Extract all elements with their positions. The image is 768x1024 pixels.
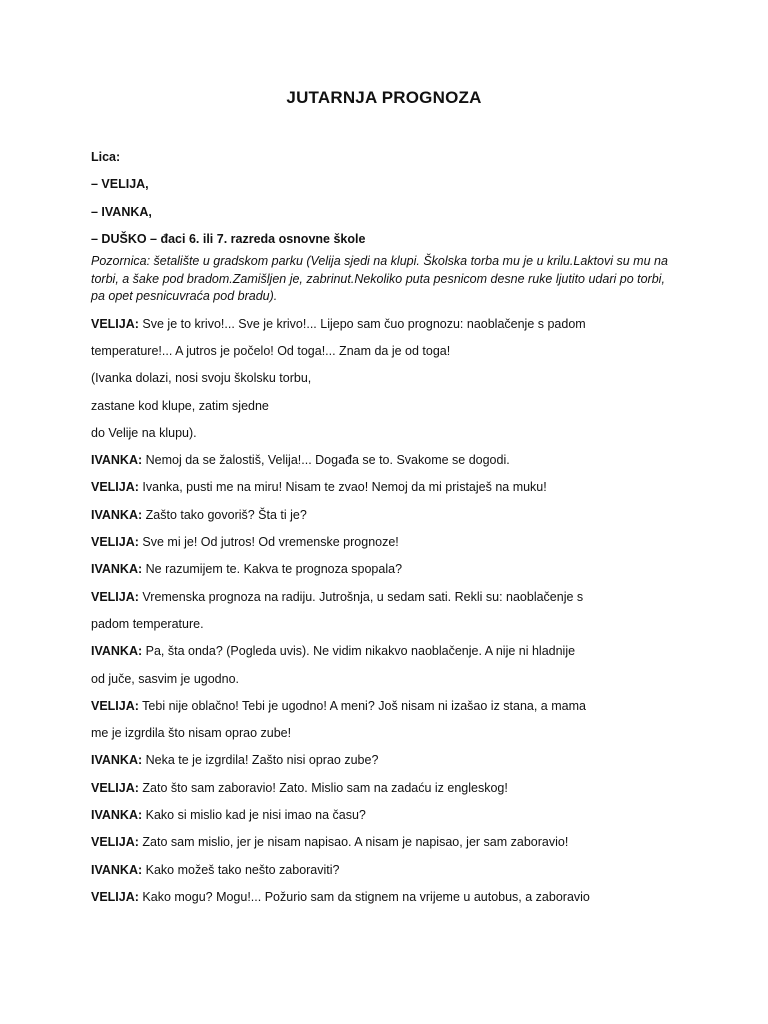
speaker-name: VELIJA: xyxy=(91,535,139,550)
dialogue-line xyxy=(91,805,691,832)
speaker-name: IVANKA: xyxy=(91,753,143,768)
dialogue-text: Ne razumijem te. Kakva te prognoza spopala? xyxy=(142,562,403,577)
dialogue-line xyxy=(91,477,691,504)
dialogue-text: Kako si mislio kad je nisi imao na času? xyxy=(142,808,366,823)
dialogue-line xyxy=(91,341,691,368)
dialogue-text: od juče, sasvim je ugodno. xyxy=(91,671,240,686)
cast-item: – IVANKA, xyxy=(91,204,152,219)
speaker-name: VELIJA: xyxy=(91,589,139,604)
stage-direction: Pozornica: šetalište u gradskom parku (Velija sjedi na klupi. Školska torba mu je u krilu.Laktovi su mu na torbi, a šake pod bradom.Zamišljen je, zabrinut.Nekoliko puta pesnicom desne ruke ljutito udari po torbi, pa opet pesnicuvraća pod bradu). xyxy=(91,254,668,304)
speaker-name: VELIJA: xyxy=(91,780,139,795)
document-title: JUTARNJA PROGNOZA xyxy=(286,88,482,107)
speaker-name: IVANKA: xyxy=(91,562,143,577)
dialogue-text: (Ivanka dolazi, nosi svoju školsku torbu, xyxy=(91,371,312,386)
speaker-name: IVANKA: xyxy=(91,808,143,823)
speaker-name: IVANKA: xyxy=(91,644,143,659)
dialogue-line xyxy=(91,641,691,668)
cast-heading: Lica: xyxy=(91,150,121,164)
dialogue-line xyxy=(91,559,691,586)
dialogue-line xyxy=(91,532,691,559)
dialogue-line xyxy=(91,614,691,641)
dialogue-line xyxy=(91,396,691,423)
dialogue-line xyxy=(91,696,691,723)
dialogue-text: temperature!... A jutros je počelo! Od toga!... Znam da je od toga! xyxy=(91,343,451,358)
dialogue-text: me je izgrdila što nisam oprao zube! xyxy=(91,726,292,741)
dialogue-text: do Velije na klupu). xyxy=(91,425,197,440)
dialogue-text: Pa, šta onda? (Pogleda uvis). Ne vidim nikakvo naoblačenje. A nije ni hladnije xyxy=(142,644,576,659)
speaker-name: VELIJA: xyxy=(91,480,139,495)
speaker-name: VELIJA: xyxy=(91,316,139,331)
dialogue xyxy=(91,314,691,915)
dialogue-line xyxy=(91,314,691,341)
dialogue-text: padom temperature. xyxy=(91,616,204,631)
dialogue-line xyxy=(91,723,691,750)
dialogue-line xyxy=(91,423,691,450)
dialogue-text: zastane kod klupe, zatim sjedne xyxy=(91,398,269,413)
dialogue-line xyxy=(91,669,691,696)
dialogue-text: Neka te je izgrdila! Zašto nisi oprao zube? xyxy=(142,753,379,768)
dialogue-text: Ivanka, pusti me na miru! Nisam te zvao! Nemoj da mi pristaješ na muku! xyxy=(138,480,547,495)
dialogue-text: Nemoj da se žalostiš, Velija!... Događa se to. Svakome se dogodi. xyxy=(142,453,510,468)
dialogue-text: Kako možeš tako nešto zaboraviti? xyxy=(142,862,340,877)
speaker-name: IVANKA: xyxy=(91,507,143,522)
dialogue-line xyxy=(91,778,691,805)
speaker-name: VELIJA: xyxy=(91,698,139,713)
speaker-name: IVANKA: xyxy=(91,453,143,468)
dialogue-text: Vremenska prognoza na radiju. Jutrošnja, u sedam sati. Rekli su: naoblačenje s xyxy=(138,589,584,604)
cast-item: – DUŠKO – đaci 6. ili 7. razreda osnovne škole xyxy=(91,231,366,246)
dialogue-text: Zašto tako govoriš? Šta ti je? xyxy=(142,507,307,522)
speaker-name: IVANKA: xyxy=(91,862,143,877)
dialogue-line xyxy=(91,832,691,859)
dialogue-text: Sve mi je! Od jutros! Od vremenske prognoze! xyxy=(138,535,399,550)
dialogue-line xyxy=(91,368,691,395)
speaker-name: VELIJA: xyxy=(91,889,139,904)
dialogue-text: Kako mogu? Mogu!... Požurio sam da stignem na vrijeme u autobus, a zaboravio xyxy=(138,889,590,904)
dialogue-line xyxy=(91,750,691,777)
dialogue-line xyxy=(91,860,691,887)
cast-item: – VELIJA, xyxy=(91,177,149,192)
dialogue-line xyxy=(91,587,691,614)
document-body xyxy=(91,147,691,914)
dialogue-text: Zato što sam zaboravio! Zato. Mislio sam na zadaću iz engleskog! xyxy=(138,780,508,795)
dialogue-line xyxy=(91,505,691,532)
dialogue-text: Sve je to krivo!... Sve je krivo!... Lijepo sam čuo prognozu: naoblačenje s padom xyxy=(138,316,586,331)
dialogue-text: Tebi nije oblačno! Tebi je ugodno! A meni? Još nisam ni izašao iz stana, a mama xyxy=(138,698,586,713)
dialogue-line xyxy=(91,450,691,477)
speaker-name: VELIJA: xyxy=(91,835,139,850)
dialogue-line xyxy=(91,887,691,914)
dialogue-text: Zato sam mislio, jer je nisam napisao. A nisam je napisao, jer sam zaboravio! xyxy=(138,835,569,850)
